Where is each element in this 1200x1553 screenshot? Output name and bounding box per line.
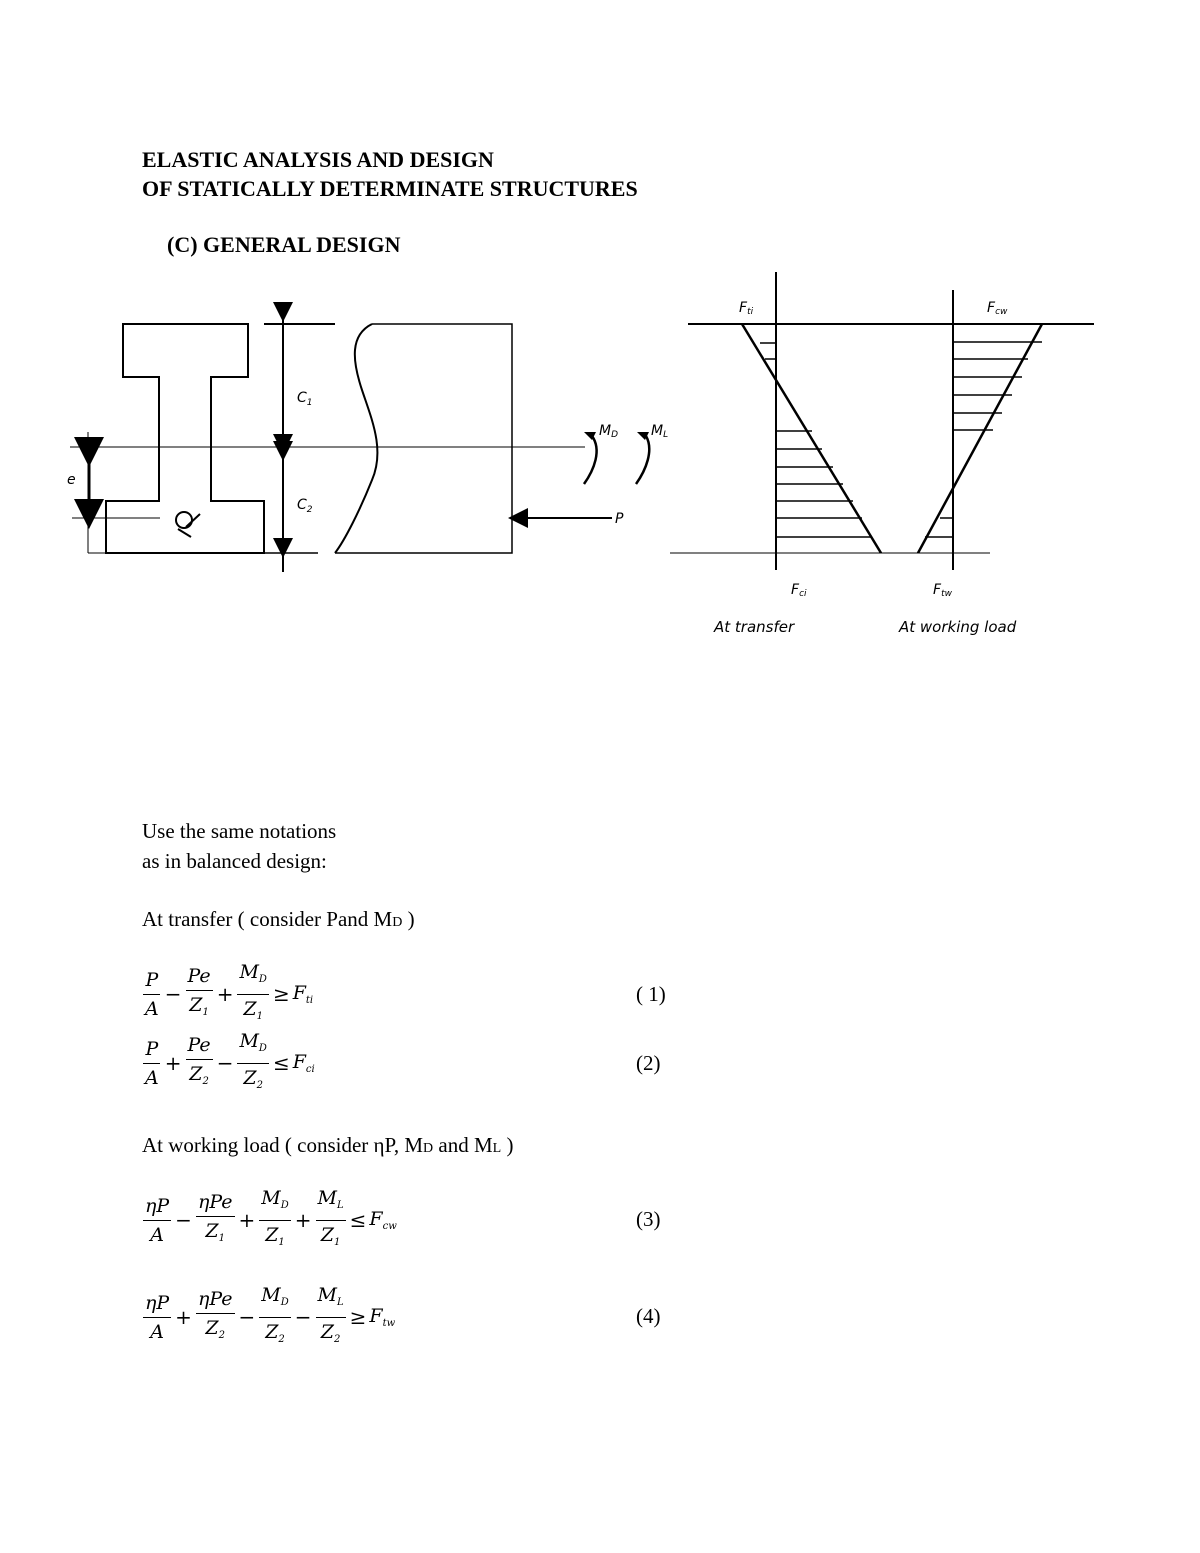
working-heading: At working load ( consider ηP, MD and ML ) xyxy=(142,1133,514,1157)
equation-3-number: (3) xyxy=(636,1207,661,1231)
title-line-2: OF STATICALLY DETERMINATE STRUCTURES xyxy=(142,176,638,201)
section-heading: (C) GENERAL DESIGN xyxy=(167,232,401,257)
equation-3: $\frac{\eta P}{A}$ − $\frac{\text{ηPe}}{Z_1}$ + $\frac{M_D}{Z_1}$ + $\frac{M_L}{Z_1}$ ≤ $F_{cw}$ xyxy=(145,1186,397,1248)
equation-2: $\frac{P}{A}$ + $\frac{Pe}{Z_2}$ − $\frac{M_D}{Z_2}$ ≤ $F_{ci}$ xyxy=(145,1029,315,1091)
label-md: MD xyxy=(599,423,619,440)
equation-2-number: (2) xyxy=(636,1051,661,1075)
label-c1: $C_1$ xyxy=(297,390,313,408)
tendon-icon xyxy=(176,512,192,528)
equation-1: $\frac{P}{A}$ − $\frac{Pe}{Z_1}$ + $\frac{M_D}{Z_1}$ ≥ $F_{ti}$ xyxy=(145,960,314,1022)
moment-ml-arrow xyxy=(636,436,649,484)
notes-line-1: Use the same notations xyxy=(142,819,337,843)
equation-1-number: ( 1) xyxy=(636,982,666,1006)
label-p: P xyxy=(615,511,624,527)
label-e: e xyxy=(67,472,76,488)
label-fcw: Fcw xyxy=(987,300,1008,317)
transfer-heading: At transfer ( consider Pand MD ) xyxy=(142,907,415,931)
equation-4: $\frac{\eta P}{A}$ + $\frac{\text{ηPe}}{Z_2}$ − $\frac{M_D}{Z_2}$ − $\frac{M_L}{Z_2}$ ≥ $F_{tw}$ xyxy=(145,1283,396,1345)
caption-working: At working load xyxy=(899,618,1017,636)
label-fci: Fci xyxy=(791,582,807,599)
beam-elevation xyxy=(335,324,512,553)
caption-transfer: At transfer xyxy=(714,618,795,636)
label-fti: Fti xyxy=(739,300,754,317)
prestress-diagram xyxy=(0,0,1200,680)
moment-md-arrow xyxy=(584,436,597,484)
notes-line-2: as in balanced design: xyxy=(142,849,327,873)
equation-4-number: (4) xyxy=(636,1304,661,1328)
label-ml: ML xyxy=(651,423,669,440)
i-section-outline xyxy=(106,324,264,553)
title-line-1: ELASTIC ANALYSIS AND DESIGN xyxy=(142,147,494,172)
label-c2: $C_2$ xyxy=(297,497,313,515)
label-ftw: Ftw xyxy=(933,582,952,599)
